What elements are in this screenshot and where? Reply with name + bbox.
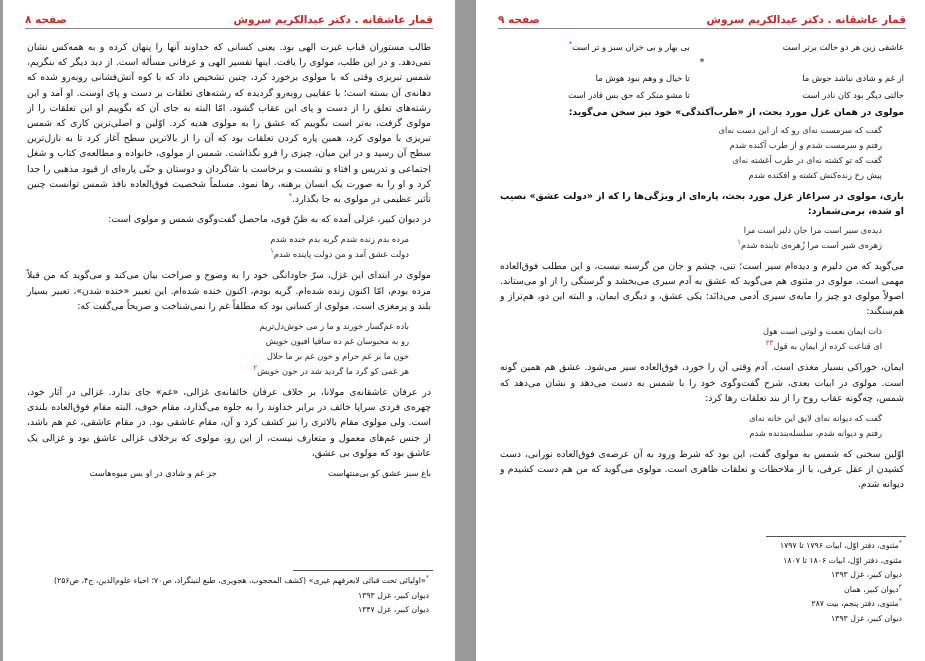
page-header <box>498 6 906 29</box>
paragraph: مولوی در ابتدای این غزل، سرّ جاودانگی خود را به وضوح و صراحت بیان می‌کند و می‌گوید که من قبلاً مرده بودم، امّا اکنون زنده شده‌ام. گریه بودم، اکنون خنده شده‌ام. این تعبیر «خنده شدن»، تعبیر بسیار بلند و پرمغزی است. مولوی از کسانی بود که مطلقاً غم را نمی‌شناخت و صریحاً می‌گفت که: <box>27 270 431 312</box>
poem-line: گفت که تو کشته نه‌ای در طرب آغشته نه‌ای <box>732 155 882 166</box>
footnote-marker: ۲ <box>253 364 258 373</box>
poem-line: رفتم و دیوانه شدم، سلسله‌بندنده شدم <box>749 428 882 439</box>
footnote-marker: ۲۳ <box>765 339 774 348</box>
footnote <box>27 574 429 588</box>
paragraph: اوّلین سخنی که شمس به مولوی گفت، این بود که شرط ورود به آن عرصه‌ی فوق‌العاده نورانی، دست کشیدن از عقل عرفی، با از ملاحظات و تعلقات ظاهری است. مولوی می‌گوید که من هم دست کشیدم و دیوانه شدم. <box>500 449 904 491</box>
footnote-marker: ۱ <box>270 247 274 256</box>
book-title: قمار عاشقانه . دکتر عبدالکریم سروش <box>233 14 433 26</box>
footnotes <box>500 539 902 627</box>
hemistich: باغ سبز عشق کو بی‌منتهاست <box>328 468 431 479</box>
footnote-text: دیوان کبیر، غزل ۱۳۹۳ <box>830 570 902 580</box>
footnote-marker: * <box>425 573 429 582</box>
poem-line-text: دولت عشق آمد و من دولت پاینده شدم <box>273 249 409 260</box>
paragraph-text: طالب مستوران قباب غیرت الهی بود. یعنی کسانی که خداوند آنها را پنهان کرده و به همه‌کس نشان نمی‌دهد. و در این طلب، مولوی را یافت. اینها تفسیر الهی و عرفانی مسأله است. از دید دیگر که بنگریم، شمس تبریزی وقتی که با مولوی برخورد کرد، چنین تشخیص داد که با کوه آتش‌فشانی روبه‌رو شده که دهانه‌ی آن بسته است؛ با عقایبی روبه‌رو گردیده که رشته‌های تعلقات بر دست و پای اوست. او آمد و این رشته‌های تعلق را از دست و پای این عقاب گشود. امّا البته به جای آن که بگوییم او این تعلقات را از مولوی گرفت، به‌تر است بگوییم که عشق را به مولوی هدیه کرد. اوّلین و اصلی‌ترین کاری که شمس تبریزی با مولوی کرد، همین پاره کردن تعلقات بود که آن را از بالاترین سطح آغاز کرد تا به نازل‌ترین سطح آن رسید و در این میان، چیزی را فرو نگذاشت. شمس از مولوی، خانواده و مطالعه‌ی کتاب و شغل اجتماعی و تدریس و افتاء و نشست و برخاست با شاگردان و دوستان و حتّی پاره‌ای از قیود مذهبی را جدا کرد و او را به صورت یک انسان برهنه، رها نمود. مسلماً شخصیت فوق‌العاده نافذ شمس توانست چنین تأثیر عظیمی در مولوی به جا بگذارد. <box>27 42 431 206</box>
paragraph: در عرفان عاشقانه‌ی مولانا، بر خلاف عرفان خائفانه‌ی غزالی، «غم» جای ندارد. غزالی در آثار خود، چهره‌ی فردی سراپا خائف در برابر خداوند را به جلوه می‌گذارد، مقام خوف، البته مقام فوق‌العاده بلندی است. ولی مولوی مقام بالاتری را نیز کشف کرد و آن، مقام عاشقی بود. در مقام عاشقی، غم هم باشد، از جنس غم‌های معمول و متعارف نیست، از این رو، مولوی که برخلاف غزالی عاشق بود و غزالی یک عاشق بود که مولوی بی عشق، <box>27 387 431 459</box>
footnote <box>500 554 902 568</box>
paragraph: مولوی در همان غزل مورد بحث، از «طرب‌آکندگی» خود نیز سخن می‌گوید: <box>568 107 904 118</box>
poem <box>27 232 431 262</box>
poem-line: باده غم‌گسار خورند و ما ز می خوش‌دل‌تریم <box>259 321 409 332</box>
footnote-text: مثنوی، دفتر اوّل، ابیات ۱۸۰۶ تا ۱۸۰۷ <box>783 555 902 565</box>
page-left <box>3 0 455 661</box>
hemistich: تا خیال و وهم نبود هوش ما <box>595 73 690 83</box>
poem-line: مرده بدم زنده شدم گریه بدم خنده شدم <box>270 234 409 245</box>
footnotes <box>27 574 429 618</box>
footnote-marker: * <box>568 40 573 49</box>
footnote <box>500 568 902 582</box>
poem-line: رو به محبوسان غم ده ساقیا افیون خویش <box>265 336 409 347</box>
poem-couplet <box>500 88 904 102</box>
paragraph: باری، مولوی در سراغاز غزل مورد بحث، پاره‌ای از ویژگی‌ها را که از «دولت عشق» نصیب او شده، برمی‌شمارد: <box>500 191 904 218</box>
poem <box>27 319 431 379</box>
page-number: صفحه ۹ <box>498 14 540 26</box>
poem-line: گفت که سرمست نه‌ای رو که از این دست نه‌ای <box>718 125 882 136</box>
poem-line: ذات ایمان نعمت و لوتی است هول <box>762 326 882 337</box>
footnote <box>27 603 429 617</box>
footnote <box>27 589 429 603</box>
hemistich: جز غم و شادی در او بس میوه‌هاست <box>89 468 217 479</box>
poem <box>500 223 904 253</box>
poem-couplet <box>500 71 904 85</box>
footnote-marker: * <box>898 596 902 605</box>
footnote-separator <box>766 536 906 537</box>
poem <box>500 411 904 441</box>
poem-line: گفت که دیوانه نه‌ای لایق این خانه نه‌ای <box>749 413 882 424</box>
hemistich: عاشقی زین هر دو حالت برتر است <box>782 42 904 52</box>
poem-line <box>500 339 882 354</box>
footnote-text: دیوان کبیر، غزل ۱۳۴۷ <box>357 605 429 615</box>
footnote-text: مثنوی، دفتر اوّل، ابیات ۱۷۹۶ تا ۱۷۹۷ <box>779 541 899 550</box>
footnote-marker: * <box>898 538 902 547</box>
poem <box>500 324 904 354</box>
footnote-text: «اولیائی تحت قبائی لایعرفهم غیری» (کشف المحجوب، هجویری، طبع لنینگراد، ص۷۰؛ احیاء علوم‌الدین، ج۴، ص۲۵۶) <box>54 576 426 585</box>
paragraph: ایمان، خوراکی بسیار مغذی است. آدم وقتی آن را خورد، فوق‌العاده سیر می‌شود. عشق هم همین گونه است. مولوی در ابیات بعدی، شرح گفت‌وگوی خود را با شمس به دست می‌دهد و نشان می‌دهد که شمس، چه‌گونه عقاب روح را از بند تعلقات رها کرد: <box>500 362 904 404</box>
poem-couplet <box>500 40 904 54</box>
poem-line: خون ما بر غم حرام و خون غم بر ما حلال <box>266 351 409 362</box>
poem-line <box>27 364 409 379</box>
poem-line-text: زهره‌ی شیر است مرا زُهره‌ی تابنده شدم <box>741 239 882 250</box>
footnote <box>500 583 902 597</box>
footnote-text: دیوان کبیر، غزل ۱۳۹۳ <box>357 590 429 600</box>
book-title: قمار عاشقانه . دکتر عبدالکریم سروش <box>706 14 906 26</box>
hemistich: تا مشو منکر که حق بس قادر است <box>568 90 690 100</box>
page-right <box>476 0 925 661</box>
page-body <box>27 40 431 483</box>
footnote-text: دیوان کبیر، همان <box>844 584 899 594</box>
section-star: * <box>699 57 705 68</box>
poem-line <box>27 247 409 262</box>
poem-line: رفتم و سرمست شدم و از طرب آکنده شدم <box>729 140 882 151</box>
footnote-text: دیوان کبیر، غزل ۱۳۹۳ <box>830 613 902 623</box>
hemistich <box>500 40 690 54</box>
footnote-marker: ۱ <box>737 237 741 246</box>
footnote <box>500 597 902 611</box>
paragraph: می‌گوید که من دلیرم و دیده‌ام سیر است؛ تنی، چشم و جان من گرسنه نیست، و این مطلب فوق‌العاده مهمی است. مولوی در مثنوی هم می‌گوید که عشق به آدم سیری می‌بخشد و گرسنگی را از او می‌ستاند. اصولاً مولوی دو چیز را مایه‌ی سیری آدمی می‌دانَد: یکی عشق، و دیگری ایمان. و البته این دو، هم‌تراز و هم‌سنگند: <box>500 260 904 318</box>
footnote <box>500 539 902 553</box>
paragraph <box>27 40 431 207</box>
footnote <box>500 612 902 626</box>
poem-line: دیده‌ی سیر است مرا جان دلیر است مرا <box>743 224 882 235</box>
poem-line: پیش رخ زنده‌کنش کشته و افکنده شدم <box>748 170 882 181</box>
hemistich: از غم و شادی نباشد جوش ما <box>802 73 904 83</box>
hemistich: حالتی دیگر بود کان نادر است <box>802 90 904 100</box>
poem-line-text: ای قناعت کرده از ایمان به قول <box>773 341 882 352</box>
footnote-marker: * <box>288 191 292 200</box>
footnote-marker: ۴ <box>898 582 902 591</box>
poem-couplet <box>27 466 431 480</box>
page-body <box>500 40 904 498</box>
page-header <box>25 6 433 29</box>
poem-line-text: هر غمی کو گرد ما گردید شد در خون خویش <box>257 366 409 377</box>
footnote-text: مثنوی، دفتر پنجم، بیت ۲۸۷ <box>811 599 899 609</box>
hemistich-text: بی بهار و بی خزان سبز و تر است <box>572 42 690 52</box>
poem <box>500 123 904 183</box>
paragraph: در دیوان کبیر، غزلی آمده که به ظنّ قوی، ماحصل گفت‌وگوی شمس و مولوی است: <box>108 214 431 226</box>
footnote-separator <box>293 570 433 571</box>
page-number: صفحه ۸ <box>25 14 67 26</box>
poem-line <box>500 238 882 253</box>
